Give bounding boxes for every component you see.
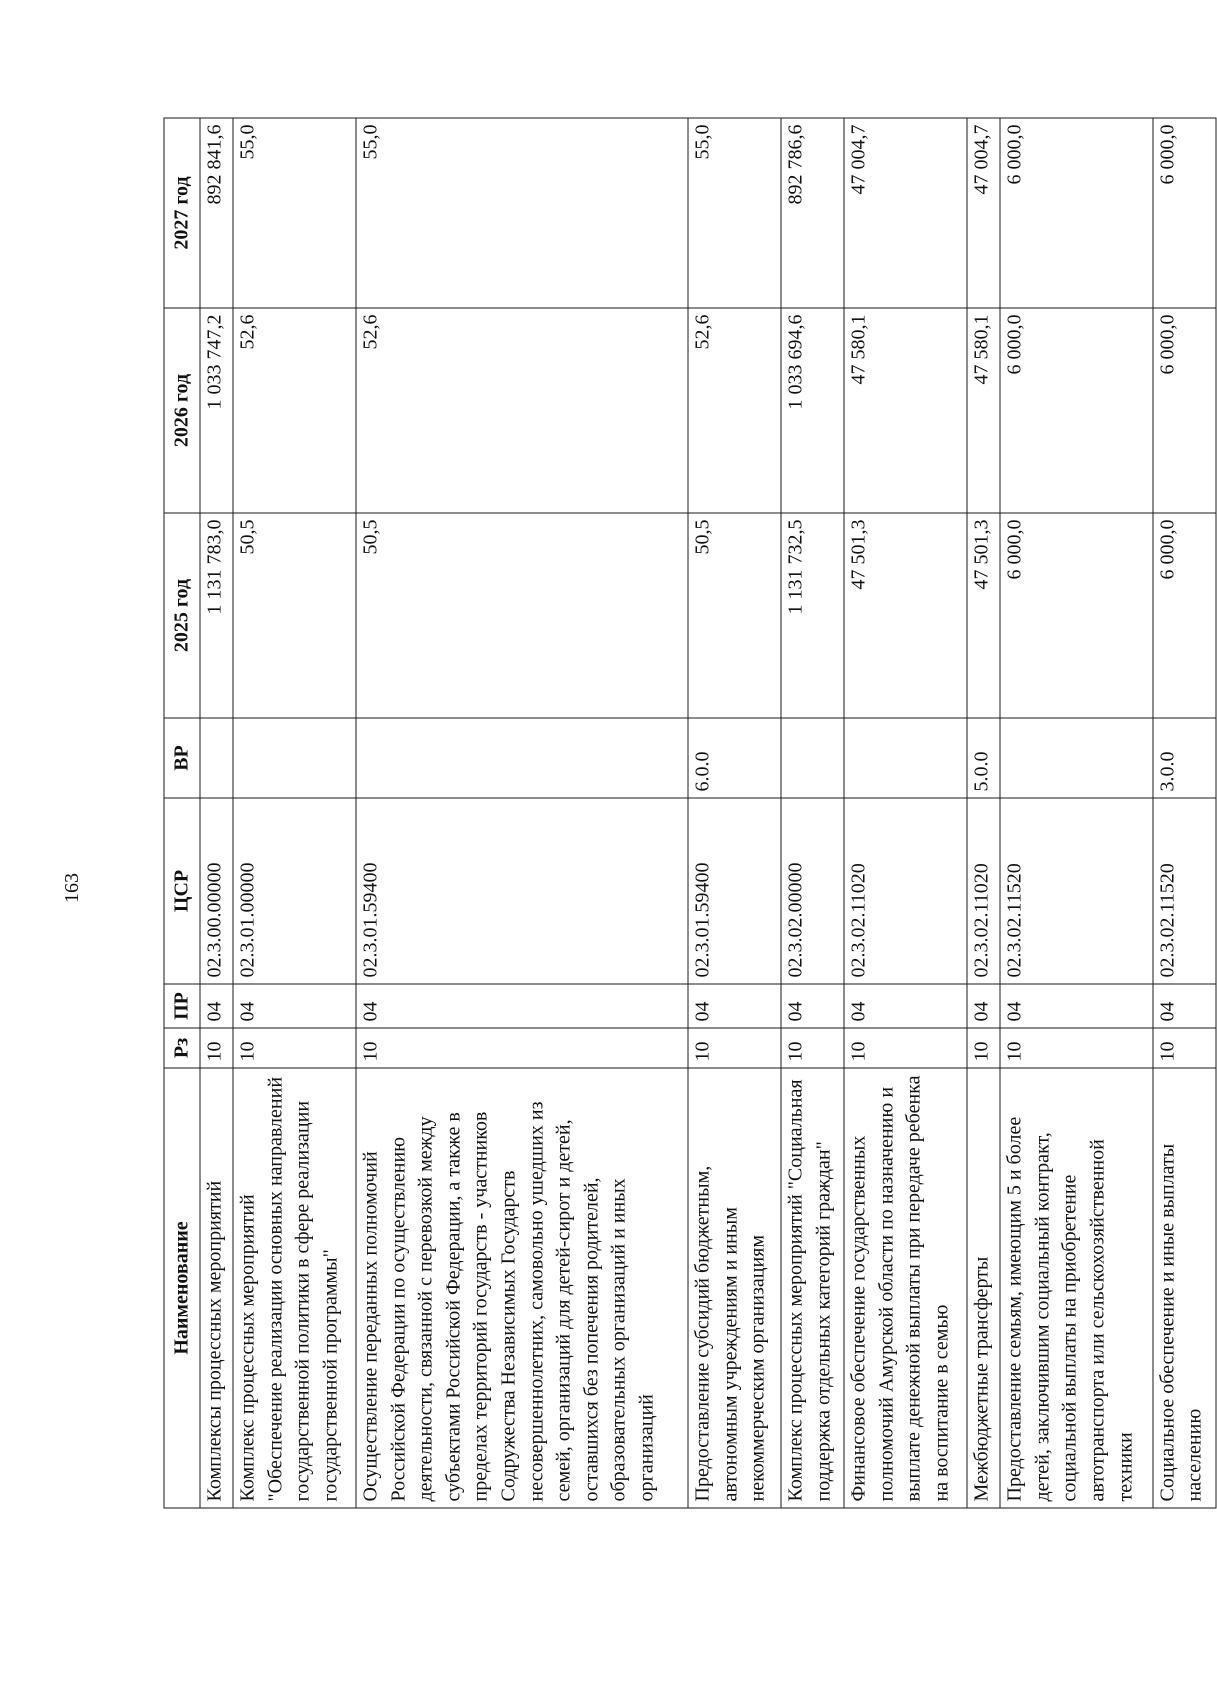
cell-vr [356, 718, 688, 798]
cell-vr: 6.0.0 [688, 718, 781, 798]
table-row [233, 118, 356, 1508]
cell-2026: 47 580,1 [967, 308, 1000, 513]
table-row [200, 118, 233, 1508]
table-row [1000, 118, 1153, 1508]
header-2026: 2026 год [164, 308, 200, 513]
cell-pr: 04 [688, 984, 781, 1028]
header-name: Наименование [164, 1068, 200, 1508]
cell-name: Комплексы процессных мероприятий [200, 1068, 233, 1508]
cell-rz: 10 [1000, 1028, 1153, 1068]
table-header-row [164, 118, 200, 1508]
cell-2027: 892 786,6 [781, 118, 844, 308]
cell-pr: 04 [1000, 984, 1153, 1028]
cell-vr [1000, 718, 1153, 798]
cell-name: Комплекс процессных мероприятий "Обеспечение реализации основных направлений государственной политики в сфере реализации государственной программы" [233, 1068, 356, 1508]
header-rz: Рз [164, 1028, 200, 1068]
cell-csr: 02.3.02.11520 [1153, 798, 1216, 984]
cell-pr: 04 [844, 984, 967, 1028]
cell-pr: 04 [200, 984, 233, 1028]
cell-csr: 02.3.02.11020 [844, 798, 967, 984]
cell-name: Предоставление субсидий бюджетным, автономным учреждениям и иным некоммерческим организациям [688, 1068, 781, 1508]
cell-2025: 50,5 [356, 513, 688, 718]
cell-2026: 1 033 747,2 [200, 308, 233, 513]
cell-rz: 10 [967, 1028, 1000, 1068]
cell-name: Предоставление семьям, имеющим 5 и более детей, заключившим социальный контракт, социальной выплаты на приобретение автотранспорта или сельскохозяйственной техники [1000, 1068, 1153, 1508]
header-2027: 2027 год [164, 118, 200, 308]
cell-pr: 04 [356, 984, 688, 1028]
cell-name: Межбюджетные трансферты [967, 1068, 1000, 1508]
cell-2026: 6 000,0 [1000, 308, 1153, 513]
cell-csr: 02.3.02.11520 [1000, 798, 1153, 984]
cell-rz: 10 [844, 1028, 967, 1068]
cell-2025: 6 000,0 [1153, 513, 1216, 718]
cell-2027: 55,0 [233, 118, 356, 308]
cell-csr: 02.3.01.59400 [688, 798, 781, 984]
cell-csr: 02.3.02.00000 [781, 798, 844, 984]
cell-rz: 10 [688, 1028, 781, 1068]
cell-pr: 04 [781, 984, 844, 1028]
cell-name: Комплекс процессных мероприятий "Социальная поддержка отдельных категорий граждан" [781, 1068, 844, 1508]
cell-2025: 47 501,3 [844, 513, 967, 718]
rotated-table-container [164, 118, 1217, 1508]
cell-2026: 1 033 694,6 [781, 308, 844, 513]
cell-pr: 04 [967, 984, 1000, 1028]
cell-name: Осуществление переданных полномочий Российской Федерации по осуществлению деятельности, связанной с перевозкой между субъектами Российской Федерации, а также в пределах территорий государств - участников Содружества Независимых Государств несовершеннолетних, самовольно ушедших из семей, организаций для детей-сирот и детей, оставшихся без попечения родителей, образовательных организаций и иных организаций [356, 1068, 688, 1508]
table-row [844, 118, 967, 1508]
cell-2026: 47 580,1 [844, 308, 967, 513]
cell-rz: 10 [781, 1028, 844, 1068]
header-pr: ПР [164, 984, 200, 1028]
cell-2025: 1 131 732,5 [781, 513, 844, 718]
header-vr: ВР [164, 718, 200, 798]
cell-rz: 10 [1153, 1028, 1216, 1068]
cell-vr [200, 718, 233, 798]
cell-2027: 55,0 [356, 118, 688, 308]
cell-vr [781, 718, 844, 798]
table-row [967, 118, 1000, 1508]
cell-2025: 6 000,0 [1000, 513, 1153, 718]
cell-2025: 47 501,3 [967, 513, 1000, 718]
cell-2027: 6 000,0 [1000, 118, 1153, 308]
cell-name: Социальное обеспечение и иные выплаты населению [1153, 1068, 1216, 1508]
cell-csr: 02.3.02.11020 [967, 798, 1000, 984]
cell-2027: 47 004,7 [844, 118, 967, 308]
cell-2027: 47 004,7 [967, 118, 1000, 308]
header-2025: 2025 год [164, 513, 200, 718]
page-number: 163 [61, 873, 83, 903]
cell-rz: 10 [356, 1028, 688, 1068]
table-row [781, 118, 844, 1508]
cell-2025: 50,5 [233, 513, 356, 718]
cell-csr: 02.3.01.59400 [356, 798, 688, 984]
cell-rz: 10 [200, 1028, 233, 1068]
cell-vr: 3.0.0 [1153, 718, 1216, 798]
cell-2026: 52,6 [233, 308, 356, 513]
cell-name: Финансовое обеспечение государственных полномочий Амурской области по назначению и выплате денежной выплаты при передаче ребенка на воспитание в семью [844, 1068, 967, 1508]
table-row [356, 118, 688, 1508]
cell-csr: 02.3.00.00000 [200, 798, 233, 984]
table-row [688, 118, 781, 1508]
cell-rz: 10 [233, 1028, 356, 1068]
cell-2027: 6 000,0 [1153, 118, 1216, 308]
cell-pr: 04 [233, 984, 356, 1028]
cell-csr: 02.3.01.00000 [233, 798, 356, 984]
cell-2027: 892 841,6 [200, 118, 233, 308]
table-row [1153, 118, 1216, 1508]
cell-vr: 5.0.0 [967, 718, 1000, 798]
cell-2026: 52,6 [356, 308, 688, 513]
cell-2026: 52,6 [688, 308, 781, 513]
cell-2027: 55,0 [688, 118, 781, 308]
cell-2026: 6 000,0 [1153, 308, 1216, 513]
cell-vr [844, 718, 967, 798]
budget-table [164, 117, 1217, 1508]
cell-vr [233, 718, 356, 798]
cell-2025: 50,5 [688, 513, 781, 718]
cell-pr: 04 [1153, 984, 1216, 1028]
cell-2025: 1 131 783,0 [200, 513, 233, 718]
header-csr: ЦСР [164, 798, 200, 984]
